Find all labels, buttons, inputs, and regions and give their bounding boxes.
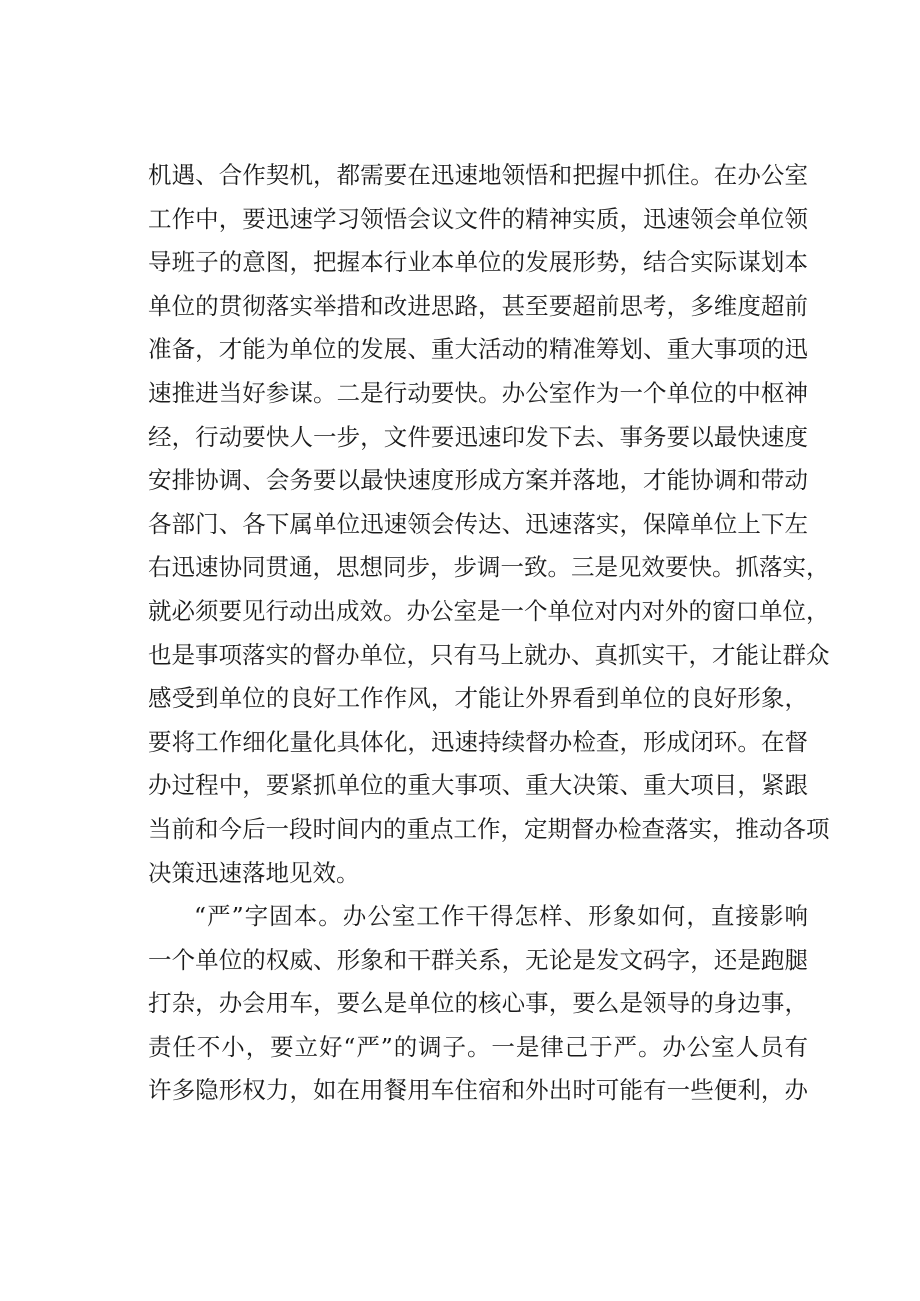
paragraph-line: 准备，才能为单位的发展、重大活动的精准筹划、重大事项的迅 — [148, 335, 808, 364]
paragraph-line: 速推进当好参谋。二是行动要快。办公室作为一个单位的中枢神 — [148, 378, 808, 407]
paragraph-line: 许多隐形权力，如在用餐用车住宿和外出时可能有一些便利，办 — [148, 1076, 808, 1105]
paragraph-line: 一个单位的权威、形象和干群关系，无论是发文码字，还是跑腿 — [148, 945, 808, 974]
document-body — [148, 154, 830, 1113]
paragraph-line: “严”字固本。办公室工作干得怎样、形象如何，直接影响 — [194, 902, 808, 931]
paragraph-line: 各部门、各下属单位迅速领会传达、迅速落实，保障单位上下左 — [148, 509, 808, 538]
paragraph-line: 也是事项落实的督办单位，只有马上就办、真抓实干，才能让群众 — [148, 640, 830, 669]
paragraph-line: 工作中，要迅速学习领悟会议文件的精神实质，迅速领会单位领 — [148, 204, 808, 233]
paragraph-line: 导班子的意图，把握本行业本单位的发展形势，结合实际谋划本 — [148, 248, 808, 277]
paragraph-line: 决策迅速落地见效。 — [148, 858, 360, 887]
paragraph-line: 右迅速协同贯通，思想同步，步调一致。三是见效要快。抓落实， — [148, 553, 830, 582]
paragraph-line: 当前和今后一段时间内的重点工作，定期督办检查落实，推动各项 — [148, 814, 830, 843]
paragraph-line: 安排协调、会务要以最快速度形成方案并落地，才能协调和带动 — [148, 466, 808, 495]
paragraph-line: 就必须要见行动出成效。办公室是一个单位对内对外的窗口单位， — [148, 596, 830, 625]
paragraph-1 — [148, 154, 830, 895]
paragraph-line: 经，行动要快人一步，文件要迅速印发下去、事务要以最快速度 — [148, 422, 808, 451]
paragraph-line: 感受到单位的良好工作作风，才能让外界看到单位的良好形象， — [148, 684, 808, 713]
paragraph-line: 办过程中，要紧抓单位的重大事项、重大决策、重大项目，紧跟 — [148, 771, 808, 800]
paragraph-line: 责任不小，要立好“严”的调子。一是律己于严。办公室人员有 — [148, 1032, 808, 1061]
paragraph-line: 机遇、合作契机，都需要在迅速地领悟和把握中抓住。在办公室 — [148, 161, 808, 189]
paragraph-line: 要将工作细化量化具体化，迅速持续督办检查，形成闭环。在督 — [148, 727, 808, 756]
paragraph-line: 打杂，办会用车，要么是单位的核心事，要么是领导的身边事， — [148, 989, 808, 1018]
paragraph-line: 单位的贯彻落实举措和改进思路，甚至要超前思考，多维度超前 — [148, 291, 808, 320]
paragraph-2 — [148, 895, 808, 1113]
